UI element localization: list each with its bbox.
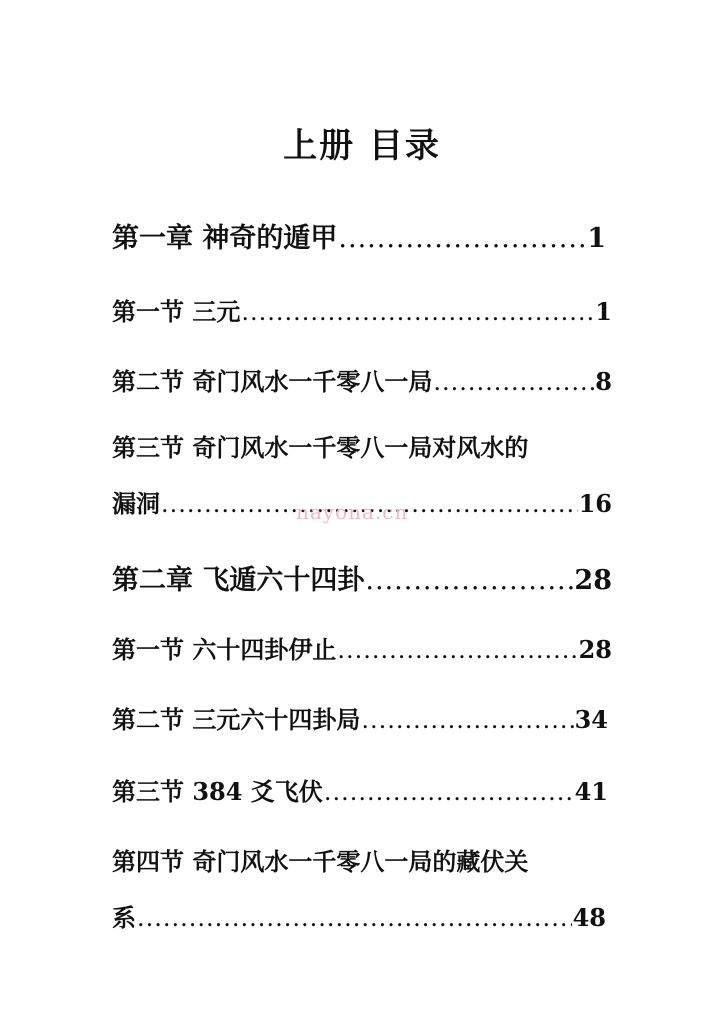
leader-dots [241,298,594,326]
toc-entry-page: 28 [578,635,612,664]
toc-entry-chapter-1[interactable] [112,216,606,255]
toc-entry-section-1-3[interactable] [112,428,612,463]
toc-entry-label: 漏洞 [112,489,160,518]
leader-dots [137,904,572,932]
toc-entry-section-2-4-cont[interactable] [112,898,606,933]
toc-entry-page: 1 [595,297,612,326]
toc-entry-label: 第四节 奇门风水一千零八一局的藏伏关 [112,847,529,876]
toc-entry-section-2-1[interactable] [112,630,612,665]
toc-entry-chapter-2[interactable] [112,558,612,597]
toc-entry-page: 28 [574,565,612,596]
toc-entry-section-1-2[interactable] [112,362,612,397]
toc-entry-label: 第三节 奇门风水一千零八一局对风水的 [112,433,529,462]
leader-dots [433,368,594,396]
leader-dots [365,565,573,596]
leader-dots [324,778,574,806]
toc-entry-label: 第一节 六十四卦伊止 [112,635,337,664]
toc-entry-label: 第一章 神奇的遁甲 [112,223,338,254]
toc-entry-section-2-2[interactable] [112,700,608,735]
watermark: nayona.cn [296,500,409,524]
toc-entry-page: 16 [578,489,612,518]
toc-entry-section-2-4[interactable] [112,842,612,877]
toc-entry-label: 第二章 飞遁六十四卦 [112,565,365,596]
toc-entry-label: 第二节 三元六十四卦局 [112,705,361,734]
toc-entry-section-2-3[interactable] [112,772,608,807]
toc-entry-label: 第二节 奇门风水一千零八一局 [112,367,433,396]
toc-entry-page: 8 [595,367,612,396]
toc-entry-section-1-1[interactable] [112,292,612,327]
leader-dots [338,223,586,254]
leader-dots [337,636,577,664]
page-title: 上册 目录 [283,126,441,166]
leader-dots [361,706,573,734]
toc-entry-label: 第三节 384 爻飞伏 [112,777,323,806]
toc-entry-label: 第一节 三元 [112,297,241,326]
toc-entry-page: 48 [572,903,606,932]
toc-entry-page: 34 [574,705,608,734]
toc-entry-page: 41 [574,777,608,806]
toc-entry-page: 1 [587,223,606,254]
toc-entry-label: 系 [112,903,136,932]
